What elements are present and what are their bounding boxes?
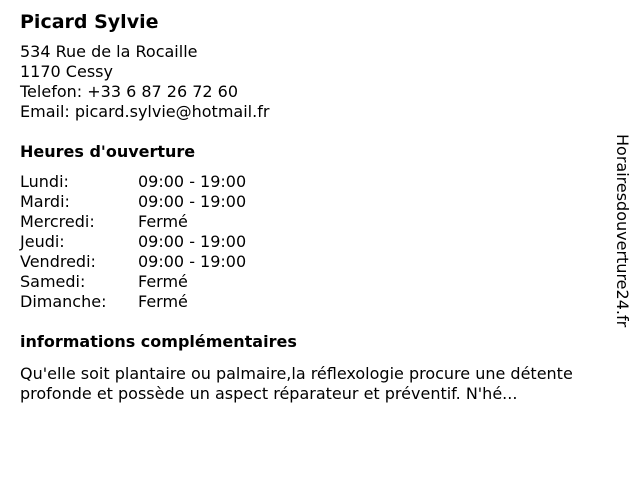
day-hours: 09:00 - 19:00 bbox=[138, 252, 247, 271]
sidebar-watermark bbox=[612, 134, 634, 344]
day-label: Samedi: bbox=[20, 272, 86, 291]
day-hours: 09:00 - 19:00 bbox=[138, 232, 247, 251]
day-hours: 09:00 - 19:00 bbox=[138, 192, 247, 211]
business-name: Picard Sylvie bbox=[20, 11, 159, 33]
info-description: Qu'elle soit plantaire ou palmaire,la réflexologie procure une détente profonde et possède un aspect réparateur et préventif. N'hé... bbox=[20, 364, 573, 403]
day-label: Jeudi: bbox=[20, 232, 65, 251]
day-label: Mardi: bbox=[20, 192, 70, 211]
hours-row-thursday bbox=[20, 232, 590, 252]
phone-line: Telefon: +33 6 87 26 72 60 bbox=[20, 82, 239, 101]
hours-row-saturday bbox=[20, 272, 590, 292]
hours-row-monday bbox=[20, 172, 590, 192]
day-label: Lundi: bbox=[20, 172, 69, 191]
email-line: Email: picard.sylvie@hotmail.fr bbox=[20, 102, 270, 121]
day-hours: Fermé bbox=[138, 212, 188, 231]
info-heading: informations complémentaires bbox=[20, 332, 297, 351]
hours-row-sunday bbox=[20, 292, 590, 312]
hours-heading: Heures d'ouverture bbox=[20, 142, 196, 161]
business-card bbox=[20, 10, 590, 404]
day-hours: Fermé bbox=[138, 292, 188, 311]
hours-list bbox=[20, 172, 590, 312]
address-city: 1170 Cessy bbox=[20, 62, 113, 81]
day-label: Vendredi: bbox=[20, 252, 96, 271]
day-label: Dimanche: bbox=[20, 292, 107, 311]
site-name: Horairesdouverture24.fr bbox=[613, 134, 632, 328]
hours-row-friday bbox=[20, 252, 590, 272]
day-hours: 09:00 - 19:00 bbox=[138, 172, 247, 191]
address-street: 534 Rue de la Rocaille bbox=[20, 42, 198, 61]
day-label: Mercredi: bbox=[20, 212, 95, 231]
hours-row-wednesday bbox=[20, 212, 590, 232]
hours-row-tuesday bbox=[20, 192, 590, 212]
day-hours: Fermé bbox=[138, 272, 188, 291]
